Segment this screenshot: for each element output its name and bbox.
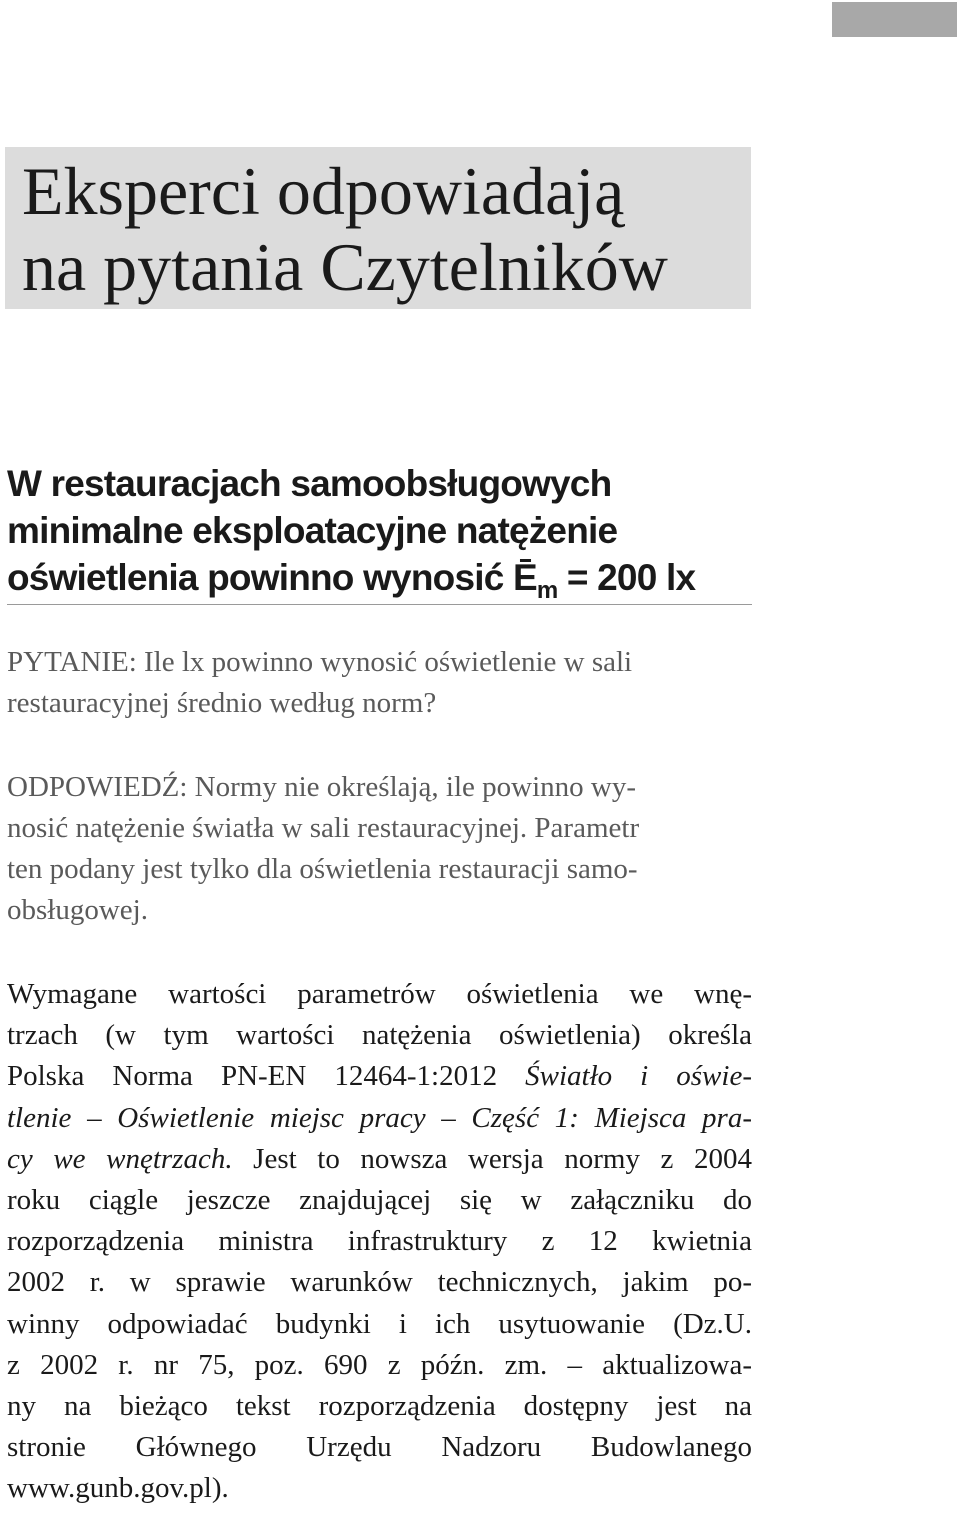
standard-title-italic: Światło i oświe-	[525, 1060, 752, 1093]
body-text-plain: Polska Norma PN-EN 12464-1:2012	[7, 1060, 526, 1093]
headline-line-3-suffix: = 200 lx	[557, 557, 696, 598]
body-line: 2002 r. w sprawie warunków technicznych, jakim po-	[7, 1266, 752, 1299]
body-line: trzach (w tym wartości natężenia oświetlenia) określa	[7, 1019, 752, 1052]
body-line	[7, 1098, 752, 1139]
answer-line: obsługowej.	[7, 894, 148, 926]
corner-tab	[832, 2, 957, 37]
body-paragraph	[7, 974, 752, 1510]
body-line: roku ciągle jeszcze znajdującej się w załączniku do	[7, 1184, 752, 1217]
body-line	[7, 1139, 752, 1180]
section-title-line-2: na pytania Czytelników	[22, 229, 668, 305]
question-paragraph	[7, 642, 752, 724]
body-line-url: www.gunb.gov.pl).	[7, 1472, 229, 1505]
question-line: PYTANIE: Ile lx powinno wynosić oświetlenie w sali	[7, 646, 633, 678]
headline-divider	[7, 604, 752, 605]
body-line: rozporządzenia ministra infrastruktury z 12 kwietnia	[7, 1225, 752, 1258]
body-line: ny na bieżąco tekst rozporządzenia dostępny jest na	[7, 1390, 752, 1423]
section-title-line-1: Eksperci odpowiadają	[22, 153, 625, 229]
answer-paragraph	[7, 767, 752, 931]
body-line: stronie Głównego Urzędu Nadzoru Budowlanego	[7, 1431, 752, 1464]
body-line: winny odpowiadać budynki i ich usytuowanie (Dz.U.	[7, 1307, 752, 1340]
question-line: restauracyjnej średnio według norm?	[7, 687, 437, 719]
body-line	[7, 1056, 752, 1097]
headline-subscript: m	[536, 577, 558, 604]
headline-line-3	[7, 554, 752, 604]
standard-title-italic: tlenie – Oświetlenie miejsc pracy – Część 1: Miejsca pra-	[7, 1101, 752, 1134]
article-headline	[7, 460, 752, 604]
body-line: z 2002 r. nr 75, poz. 690 z późn. zm. – aktualizowa-	[7, 1348, 752, 1381]
headline-line-1: W restauracjach samoobsługowych	[7, 463, 612, 504]
section-title-box	[5, 147, 751, 309]
body-text-plain: Jest to nowsza wersja normy z 2004	[232, 1142, 752, 1175]
answer-line: ODPOWIEDŹ: Normy nie określają, ile powinno wy-	[7, 771, 637, 803]
body-line: Wymagane wartości parametrów oświetlenia we wnę-	[7, 978, 752, 1010]
answer-line: nosić natężenie światła w sali restauracyjnej. Parametr	[7, 812, 640, 844]
answer-line: ten podany jest tylko dla oświetlenia restauracji samo-	[7, 853, 638, 885]
headline-line-2: minimalne eksploatacyjne natężenie	[7, 510, 618, 551]
standard-title-italic: cy we wnętrzach.	[7, 1142, 233, 1175]
headline-line-3-prefix: oświetlenia powinno wynosić Ē	[7, 557, 537, 598]
